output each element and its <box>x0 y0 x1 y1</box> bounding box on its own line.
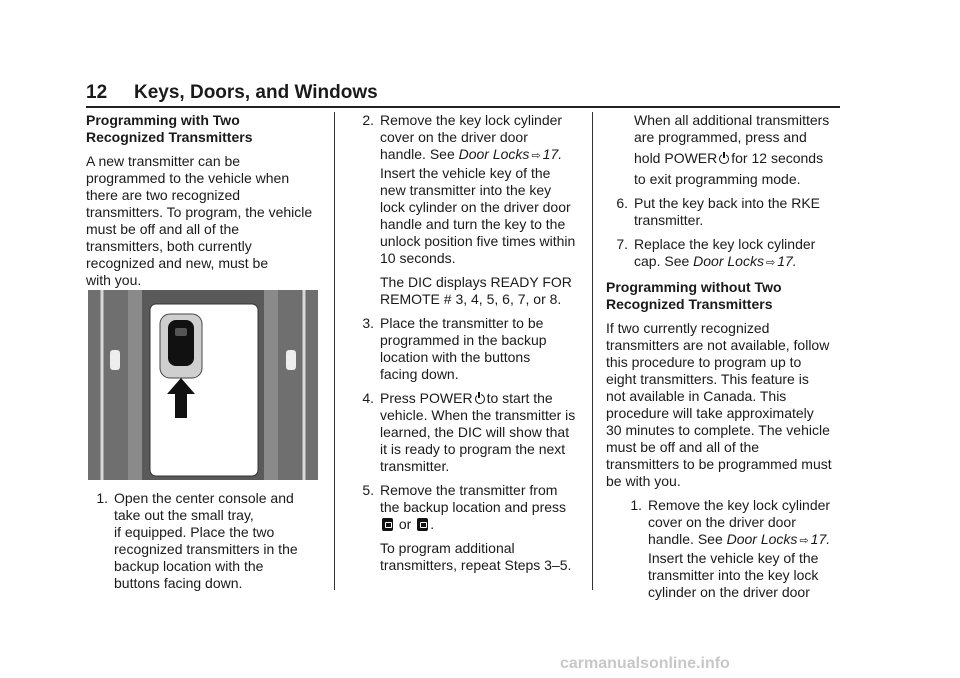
text-line: to start the <box>486 390 553 406</box>
text-line: handle and turn the key to the <box>380 216 566 232</box>
text-line: Insert the vehicle key of the <box>380 165 551 181</box>
page-ref-arrow-icon: ⇨ <box>531 150 541 162</box>
column-3 <box>606 112 842 601</box>
step-number: 2. <box>362 112 374 128</box>
text-line: cylinder on the driver door <box>648 584 810 600</box>
text-line: new transmitter into the key <box>380 182 552 198</box>
step-number: 5. <box>362 482 374 498</box>
text-line: or <box>398 516 412 532</box>
text-line: procedure will take approximately <box>606 405 814 421</box>
text-line: transmitter. <box>634 212 704 228</box>
text-line: transmitter into the key lock <box>648 567 819 583</box>
unlock-icon <box>382 518 393 531</box>
text-line: programmed in the backup <box>380 332 547 348</box>
column-divider <box>592 112 593 590</box>
text-line: 30 minutes to complete. The vehicle <box>606 422 830 438</box>
page-number: 12 <box>86 82 108 103</box>
text-line: it is ready to program the next <box>380 441 566 457</box>
text-line: handle. See <box>648 531 723 547</box>
step-1 <box>86 490 322 592</box>
column-2 <box>352 112 584 574</box>
text-line: must be off and all of the <box>86 221 240 237</box>
text-line: To program additional <box>380 540 515 556</box>
door-locks-link[interactable]: Door Locks <box>458 146 530 162</box>
text-line: not available in Canada. This <box>606 388 787 404</box>
text-line: take out the small tray, <box>114 507 254 523</box>
text-line: Remove the key lock cylinder <box>648 497 831 513</box>
text-line: eight transmitters. This feature is <box>606 371 809 387</box>
text-line: location with the buttons <box>380 349 531 365</box>
console-illustration <box>88 290 318 480</box>
text-line: this procedure to program up to <box>606 354 802 370</box>
text-line: learned, the DIC will show that <box>380 424 570 440</box>
text-line: with you. <box>86 272 142 288</box>
text-line: the backup location and press <box>380 499 567 515</box>
text-line: unlock position five times within <box>380 233 576 249</box>
power-icon <box>475 394 485 404</box>
text-line: The DIC displays READY FOR <box>380 274 572 290</box>
page-ref-arrow-icon: ⇨ <box>765 257 776 269</box>
text-line: hold POWER <box>634 150 718 166</box>
column-divider <box>334 112 335 590</box>
text-line: recognized transmitters in the <box>114 541 298 557</box>
text-line: cap. See <box>634 253 690 269</box>
power-icon <box>719 154 729 164</box>
text-line: for 12 seconds <box>731 150 824 166</box>
text-line: Put the key back into the RKE <box>634 195 820 211</box>
text-line: cover on the driver door <box>380 129 528 145</box>
watermark: carmanualsonline.info <box>560 655 730 672</box>
page-header <box>86 82 840 108</box>
step-number: 1. <box>96 490 108 506</box>
page-ref[interactable]: 17. <box>777 253 797 269</box>
text-line: recognized and new, must be <box>86 255 269 271</box>
text-line: transmitters. To program, the vehicle <box>86 204 313 220</box>
step-number: 6. <box>616 195 628 211</box>
text-line: Press POWER <box>380 390 473 406</box>
text-line: A new transmitter can be <box>86 153 241 169</box>
text-line: must be off and all of the <box>606 439 760 455</box>
page-ref[interactable]: 17. <box>810 531 831 547</box>
text-line: facing down. <box>380 366 459 382</box>
text-line: cover on the driver door <box>648 514 796 530</box>
step-number: 1. <box>630 497 642 513</box>
section-title: Keys, Doors, and Windows <box>134 82 378 103</box>
step-number: 7. <box>616 236 628 252</box>
text-line: buttons facing down. <box>114 575 243 591</box>
heading: Programming without Two <box>606 279 782 295</box>
heading: Recognized Transmitters <box>606 296 773 312</box>
text-line: vehicle. When the transmitter is <box>380 407 576 423</box>
text-line: to exit programming mode. <box>634 171 801 187</box>
text-line: transmitters, repeat Steps 3–5. <box>380 557 572 573</box>
text-line: programmed to the vehicle when <box>86 170 290 186</box>
text-line: Remove the key lock cylinder <box>380 112 563 128</box>
text-line: REMOTE # 3, 4, 5, 6, 7, or 8. <box>380 291 562 307</box>
text-line: . <box>430 516 435 532</box>
text-line: transmitters to be programmed must <box>606 456 832 472</box>
door-locks-link[interactable]: Door Locks <box>726 531 798 547</box>
text-line: transmitter. <box>380 458 450 474</box>
text-line: are programmed, press and <box>634 129 807 145</box>
text-line: transmitters, both currently <box>86 238 252 254</box>
text-line: backup location with the <box>114 558 264 574</box>
text-line: Place the transmitter to be <box>380 315 544 331</box>
text-line: if equipped. Place the two <box>114 524 275 540</box>
door-locks-link[interactable]: Door Locks <box>693 253 764 269</box>
text-line: handle. See <box>380 146 455 162</box>
text-line: Insert the vehicle key of the <box>648 550 819 566</box>
text-line: When all additional transmitters <box>634 112 830 128</box>
text-line: Replace the key lock cylinder <box>634 236 816 252</box>
text-line: 10 seconds. <box>380 250 456 266</box>
text-line: Open the center console and <box>114 490 294 506</box>
text-line: lock cylinder on the driver door <box>380 199 571 215</box>
text-line: If two currently recognized <box>606 320 770 336</box>
text-line: transmitters are not available, follow <box>606 337 830 353</box>
step-number: 3. <box>362 315 374 331</box>
page-ref[interactable]: 17. <box>542 146 563 162</box>
text-line: be with you. <box>606 473 681 489</box>
lock-icon <box>417 518 428 531</box>
heading: Recognized Transmitters <box>86 129 253 145</box>
column-1 <box>86 112 322 289</box>
step-number: 4. <box>362 390 374 406</box>
text-line: there are two recognized <box>86 187 241 203</box>
heading: Programming with Two <box>86 112 240 128</box>
page-ref-arrow-icon: ⇨ <box>799 535 809 547</box>
text-line: Remove the transmitter from <box>380 482 558 498</box>
